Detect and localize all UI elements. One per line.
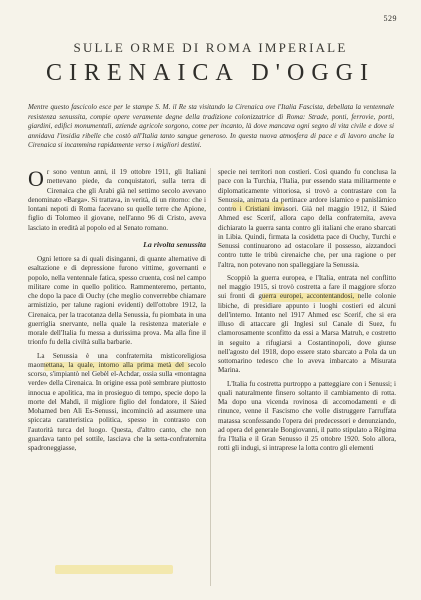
body-paragraph: La Senussia è una confraternita misticoreligiosa maomettana, la quale, intorno alla prima metà del secolo scorso, s'impiantò nel Gebèl el-Achdar, ossia sulla «montagna verde» della Cirenaica. In origine essa potè sembrare piuttosto innocua e apolitica, ma in prosieguo di tempo, specie dopo la morte del Mahdi, il migliore figlio del fondatore, il Sàied Mohamed ben Ali Es-Senussi, incominciò ad assumere una spiccata caratteristica politica, spesso in contrasto con l'autorità turca del luogo. Questa, d'altro canto, che non guardava tanto pel sottile, lasciava che la setta-confraternita spadroneggiasse,	[28, 351, 206, 452]
body-paragraph: specie nei territori non costieri. Così quando fu conclusa la pace con la Turchia, l'Italia, pur essendo stata militarmente e diplomaticamente vittoriosa, si trovò a contrastare con la Senussia, animata da pertinace ardore islamico e panislàmico contro i Cristiani invasori. Già nel maggio 1912, il Sàied Ahmed esc Scerif, allora capo della confraternita, aveva dichiarato la guerra santa contro gli italiani che erano sbarcati in Libia. Quindi, firmata la cosidetta pace di Ouchy, Turchi e Senussi continuarono ad ostacolare il possesso, aizzandoci contro tutte le tribù cirenaiche che, per una ragione o per l'altra, non potevano non spalleggiare la Senussia.	[218, 168, 396, 269]
section-heading: La rivolta senussita	[143, 239, 206, 249]
page-number: 529	[383, 14, 397, 23]
body-paragraph: Ogni lettore sa di quali disinganni, di quante alternative di esaltazione e di depressione furono vittime, governanti e popolo, nella ventennale fatica, spesso cruenta, così nel campo militare come in quello politico. Rammenteremo, pertanto, che dopo la pace di Ouchy (che meglio converrebbe chiamare armistizio, per talune ragioni evidenti) dell'ottobre 1912, la Cirenaica, per la tracotanza della Senussia, fu piombata in una guerriglia snervante, nella quale la resistenza materiale e morale dell'Italia fu messa a durissima prova. Ma alla fine il trionfo fu della civiltà sulla barbarie.	[28, 255, 206, 347]
article-intro: Mentre questo fascicolo esce per le stampe S. M. il Re sta visitando la Cirenaica ove l'Italia Fascista, debellata la ventennale resistenza senussita, compie opere veramente degne della tradizione colonizzatrice di Roma: Strade, ponti, ferrovie, porti, giardini, edifici monumentali, aziende agricole sorgono, come per incanto, là dove mancava ogni segno di vita civile e dove si annidava l'insidia ribelle che costò all'Italia tanto sangue generoso. In questa nuova atmosfera di pace e di lavoro anche la Cirenaica si incammina rapidamente verso i migliori destini.	[28, 103, 394, 150]
drop-cap: O	[28, 166, 44, 191]
opening-paragraph	[28, 168, 206, 233]
right-column	[218, 168, 396, 454]
article-headline: CIRENAICA D'OGGI	[46, 60, 375, 86]
opening-text: r sono ventun anni, il 19 ottobre 1911, gli Italiani mettevano piede, da conquistatori, sulla terra di Cirenaica che gli Arabi già nel settimo secolo avevano denominato «Barga». Si trattava, in verità, di un ritorno: che i lontani nepoti di Roma facevano su quelle terre che Apione, figlio di Tolomeo il giovane, nell'anno 96 di Cristo, aveva lasciato in eredità al popolo ed al Senato romano.	[28, 168, 206, 232]
column-rule	[210, 168, 211, 586]
left-column	[28, 168, 206, 453]
article-kicker: SULLE ORME DI ROMA IMPERIALE	[73, 40, 348, 55]
body-paragraph: L'Italia fu costretta purtroppo a patteggiare con i Senussi; i quali naturalmente finsero soltanto il cambiamento di rotta. Ma dopo una vicenda rovinosa di accomodamenti e di rinunce, venne il Fascismo che volle distruggere l'arruffata matassa sconfessando l'opera dei predecessori e denunziando, ad opera del generale Bongiovanni, il patto stipulato a Règima fra l'Italia e il Gran Senusso il 25 ottobre 1920. Solo allora, rotti gli indugi, si intraprese la lotta contro gli elementi	[218, 379, 396, 453]
highlight-mark	[55, 565, 173, 574]
body-paragraph: Scoppiò la guerra europea, e l'Italia, entrata nel conflitto nel maggio 1915, si trovò costretta a fare il maggiore sforzo sui fronti di guerra europei, accontentandosi, nelle colonie libiche, di presidiare appunto i luoghi costieri ed alcuni dell'interno. Intanto nel 1917 Ahmed esc Scerif, che si era illuso di attaccare gli Inglesi sul Canale di Suez, fu clamorosamente sconfitto da essi a Marsa Matruh, e costretto in seguito a rifugiarsi a Costantinopoli, dove giunse nell'agosto del 1918, dopo essere stato sbarcato a Pola da un sottomarino tedesco che lo aveva imbarcato a Misurata Marina.	[218, 273, 396, 375]
